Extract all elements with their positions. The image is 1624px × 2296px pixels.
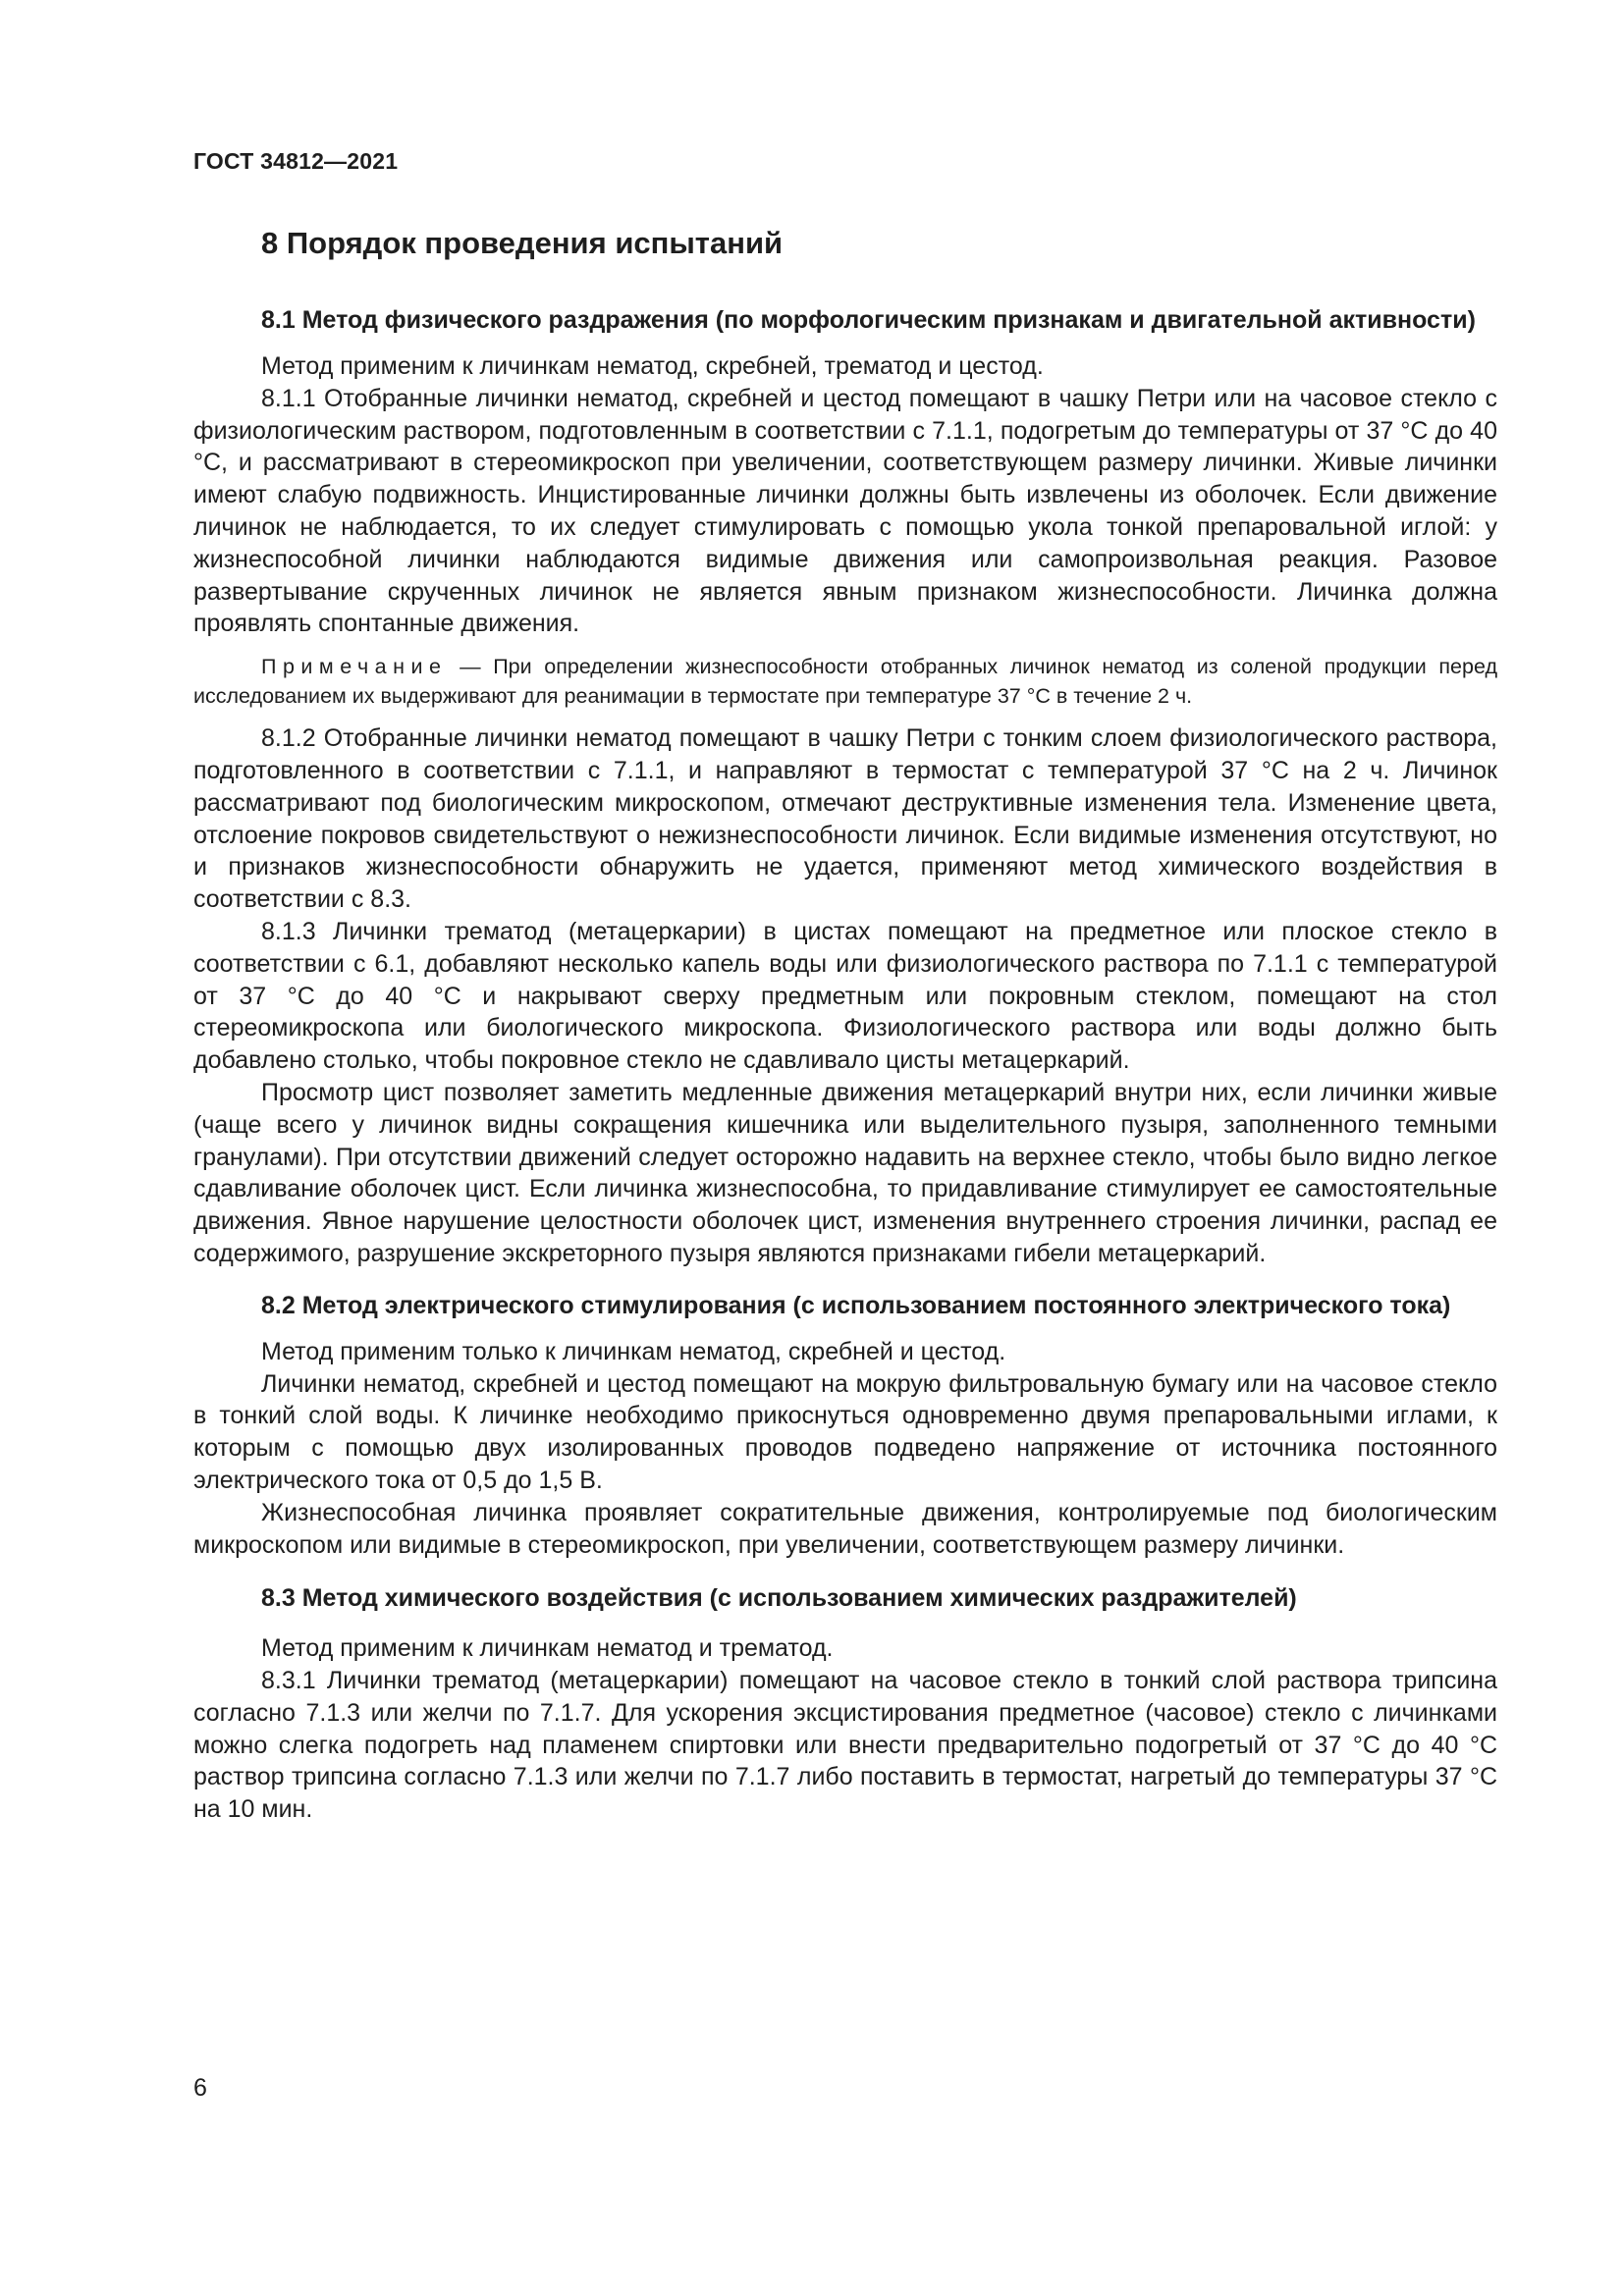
note-label: Примечание: [261, 655, 448, 679]
paragraph-8-1-1: 8.1.1 Отобранные личинки нематод, скребней и цестод помещают в чашку Петри или на часовое стекло с физиологическим раствором, подготовленным в соответствии с 7.1.1, подогретым до температуры от 37 °С до 40 °С, и рассматривают в стереомикроскоп при увеличении, соответствующем размеру личинки. Живые личинки имеют слабую подвижность. Инцистированные личинки должны быть извлечены из оболочек. Если движение личинок не наблюдается, то их следует стимулировать с помощью укола тонкой препаровальной иглой: у жизнеспособной личинки наблюдаются видимые движения или самопроизвольная реакция. Разовое развертывание скрученных личинок не является явным признаком жизнеспособности. Личинка должна проявлять спонтанные движения.: [193, 384, 1497, 638]
note-text: — При определении жизнеспособности отобранных личинок нематод из соленой продукции перед исследованием их выдерживают для реанимации в термостате при температуре 37 °С в течение 2 ч.: [193, 655, 1497, 709]
page-number: 6: [193, 2074, 207, 2102]
paragraph-8-1-3: 8.1.3 Личинки трематод (метацеркарии) в цистах помещают на предметное или плоское стекло в соответствии с 6.1, добавляют несколько капель воды или физиологического раствора по 7.1.1 с температурой от 37 °С до 40 °С и накрывают сверху предметным или покровным стеклом, помещают на стол стереомикроскопа или биологического микроскопа. Физиологического раствора или воды должно быть добавлено столько, чтобы покровное стекло не сдавливало цисты метацеркарий.: [193, 917, 1497, 1075]
paragraph-8-3-1: 8.3.1 Личинки трематод (метацеркарии) помещают на часовое стекло в тонкий слой раствора трипсина согласно 7.1.3 или желчи по 7.1.7. Для ускорения эксцистирования предметное (часовое) стекло с личинками можно слегка подогреть над пламенем спиртовки или внести предварительно подогретый от 37 °С до 40 °С раствор трипсина согласно 7.1.3 или желчи по 7.1.7 либо поставить в термостат, нагретый до температуры 37 °С на 10 мин.: [193, 1667, 1497, 1824]
document-body: [193, 224, 1497, 1826]
subsection-8-3-title: 8.3 Метод химического воздействия (с использованием химических раздражителей): [261, 1584, 1297, 1613]
note-paragraph: [193, 652, 1497, 711]
paragraph-8-2-result: Жизнеспособная личинка проявляет сократительные движения, контролируемые под биологическим микроскопом или видимые в стереомикроскоп, при увеличении, соответствующем размеру личинки.: [193, 1498, 1497, 1559]
paragraph-8-3-applicability: Метод применим к личинкам нематод и трематод.: [261, 1634, 834, 1663]
paragraph-8-1-2: 8.1.2 Отобранные личинки нематод помещают в чашку Петри с тонким слоем физиологического раствора, подготовленного в соответствии с 7.1.1, и направляют в термостат с температурой 37 °С на 2 ч. Личинок рассматривают под биологическим микроскопом, отмечают деструктивные изменения тела. Изменение цвета, отслоение покровов свидетельствуют о нежизнеспособности личинок. Если видимые изменения отсутствуют, но и признаков жизнеспособности обнаружить не удается, применяют метод химического воздействия в соответствии с 8.3.: [193, 724, 1497, 914]
paragraph-8-1-applicability: Метод применим к личинкам нематод, скребней, трематод и цестод.: [261, 352, 1044, 380]
paragraph-8-2-applicability: Метод применим только к личинкам нематод, скребней и цестод.: [261, 1337, 1006, 1365]
paragraph-cyst-viewing: Просмотр цист позволяет заметить медленные движения метацеркарий внутри них, если личинки живые (чаще всего у личинок видны сокращения кишечника или выделительного пузыря, заполненного темными гранулами). При отсутствии движений следует осторожно надавить на верхнее стекло, чтобы было видно легкое сдавливание оболочек цист. Если личинка жизнеспособна, то придавливание стимулирует ее самостоятельные движения. Явное нарушение целостности оболочек цист, изменения внутреннего строения личинки, распад ее содержимого, разрушение экскреторного пузыря являются признаками гибели метацеркарий.: [193, 1078, 1497, 1267]
document-id-header: ГОСТ 34812—2021: [193, 148, 399, 174]
subsection-8-1-title: 8.1 Метод физического раздражения (по морфологическим признакам и двигательной активности): [261, 306, 1476, 334]
section-title: 8 Порядок проведения испытаний: [261, 226, 784, 260]
subsection-8-2-title: 8.2 Метод электрического стимулирования (с использованием постоянного электрического тока): [261, 1291, 1451, 1319]
paragraph-8-2-procedure: Личинки нематод, скребней и цестод помещают на мокрую фильтровальную бумагу или на часовое стекло в тонкий слой воды. К личинке необходимо прикоснуться одновременно двумя препаровальными иглами, к которым с помощью двух изолированных проводов подведено напряжение от источника постоянного электрического тока от 0,5 до 1,5 В.: [193, 1369, 1497, 1494]
